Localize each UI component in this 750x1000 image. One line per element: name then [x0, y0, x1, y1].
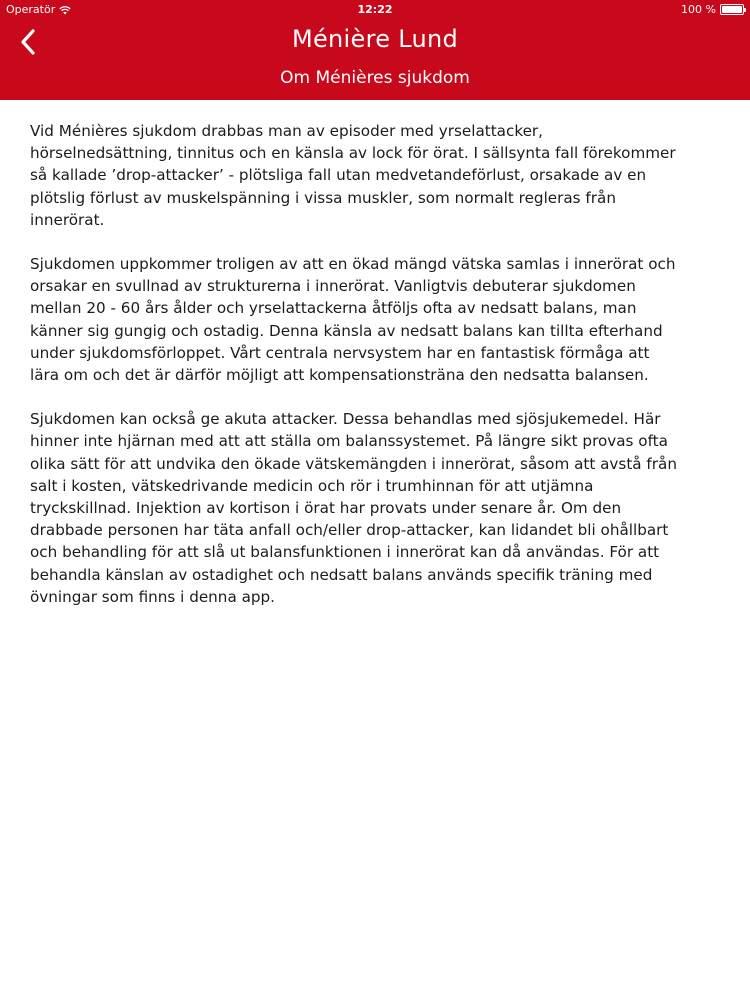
paragraph-1: Vid Ménières sjukdom drabbas man av episoder med yrselattacker, hörselnedsättning, tinnitus och en känsla av lock för örat. I sällsynta fall förekommer så kallade ’drop-attacker’ - plötsliga fall utan medvetandeförlust, orsakade av en plötslig förlust av muskelspänning i vissa muskler, som normalt regleras från innerörat.: [30, 122, 676, 229]
battery-icon: [720, 4, 744, 15]
article-content: [30, 120, 722, 630]
status-bar: [0, 0, 750, 20]
page-subtitle: Om Ménières sjukdom: [280, 68, 470, 88]
navigation-header: [0, 0, 750, 100]
battery-fill: [722, 6, 742, 13]
battery-percent: 100 %: [681, 3, 716, 16]
status-right: [681, 3, 744, 16]
page-title: Ménière Lund: [291, 25, 459, 53]
carrier-label: Operatör: [6, 3, 56, 16]
status-time: 12:22: [357, 3, 393, 16]
paragraph-3: Sjukdomen kan också ge akuta attacker. Dessa behandlas med sjösjukemedel. Här hinner inte hjärnan med att att ställa om balanssystemet. På längre sikt provas ofta olika sätt för att undvika den ökade vätskemängden i innerörat, såsom att avstå från salt i kosten, vätskedrivande medicin och rör i trumhinnan för att utjämna tryckskillnad. Injektion av kortison i örat har provats under senare år. Om den drabbade personen har täta anfall och/eller drop-attacker, kan lidandet bli ohållbart och behandling för att slå ut balansfunktionen i innerörat kan då användas. För att behandla känslan av ostadighet och nedsatt balans används specifik träning med övningar som finns i denna app.: [30, 410, 677, 606]
paragraph-2: Sjukdomen uppkommer troligen av att en ökad mängd vätska samlas i innerörat och orsakar en svullnad av strukturerna i innerörat. Vanligtvis debuterar sjukdomen mellan 20 - 60 års ålder och yrselattackerna åtföljs ofta av nedsatt balans, man känner sig gungig och ostadig. Denna känsla av nedsatt balans kan tillta efterhand under sjukdomsförloppet. Vårt centrala nervsystem har en fantastisk förmåga att lära om och det är därför möjligt att kompensationsträna den nedsatta balansen.: [30, 255, 676, 385]
